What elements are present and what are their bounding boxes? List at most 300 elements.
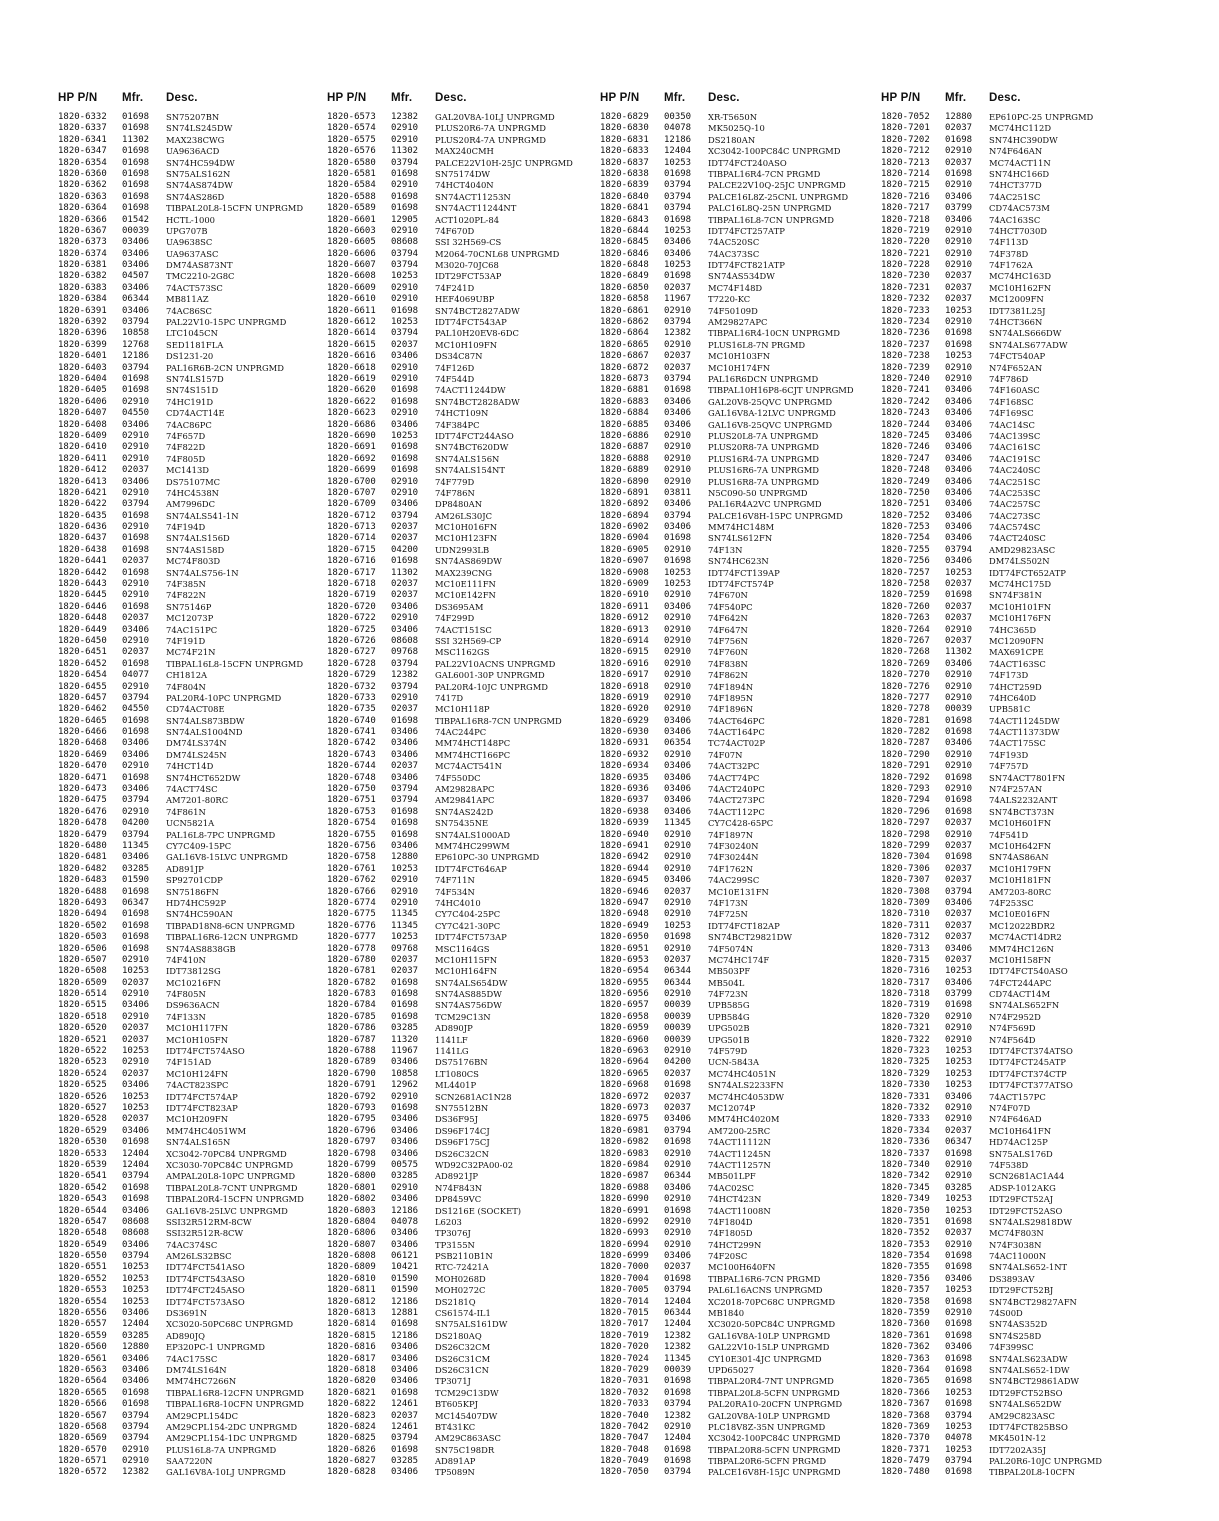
table-row	[600, 579, 872, 590]
part-number: 1820-6811	[327, 1285, 376, 1296]
part-number: 1820-7308	[881, 886, 930, 897]
manufacturer-code: 03406	[391, 1125, 419, 1136]
table-row	[327, 1023, 592, 1034]
part-description: SN74AS534DW	[708, 271, 775, 282]
part-number: 1820-7250	[881, 487, 930, 498]
part-description: XC3042-100PC84C UNPRGMD	[708, 1433, 841, 1444]
table-row	[600, 1126, 872, 1137]
table-row	[881, 215, 1141, 226]
table-row	[327, 636, 592, 647]
part-description: DS2181Q	[435, 1296, 476, 1307]
part-number: 1820-7337	[881, 1148, 930, 1159]
part-number: 1820-7311	[881, 920, 930, 931]
manufacturer-code: 03406	[664, 248, 692, 259]
part-number: 1820-6363	[58, 191, 107, 202]
part-description: TP3076J	[435, 1228, 471, 1239]
table-row	[327, 1354, 592, 1365]
part-description: 74F760N	[708, 647, 748, 658]
table-row	[600, 1308, 872, 1319]
table-row	[600, 1388, 872, 1399]
table-row	[327, 192, 592, 203]
manufacturer-code: 03406	[391, 1228, 419, 1239]
part-number: 1820-6481	[58, 852, 107, 863]
part-description: DP8459VC	[435, 1194, 482, 1205]
part-description: 74F779D	[435, 476, 475, 487]
part-number: 1820-6528	[58, 1114, 107, 1125]
manufacturer-code: 03794	[664, 1467, 692, 1478]
manufacturer-code: 03406	[122, 476, 150, 487]
manufacturer-code: 01698	[122, 544, 150, 555]
table-row	[58, 363, 320, 374]
part-number: 1820-7278	[881, 704, 930, 715]
table-row	[881, 180, 1141, 191]
part-number: 1820-6479	[58, 829, 107, 840]
part-number: 1820-6727	[327, 647, 376, 658]
part-number: 1820-6622	[327, 396, 376, 407]
manufacturer-code: 10253	[945, 1444, 973, 1455]
part-description: MC145407DW	[435, 1410, 498, 1421]
table-row	[600, 978, 872, 989]
part-description: SN74ALS165N	[166, 1137, 231, 1148]
table-row	[58, 1126, 320, 1137]
manufacturer-code: 12461	[391, 1421, 419, 1432]
part-description: SAA7220N	[166, 1456, 213, 1467]
part-description: DS1231-20	[166, 351, 214, 362]
manufacturer-code: 02910	[945, 1034, 973, 1045]
part-number: 1820-6623	[327, 408, 376, 419]
part-description: MAX240CMH	[435, 146, 494, 157]
manufacturer-code: 02910	[664, 897, 692, 908]
part-description: PAL16R4A2VC UNPRGMD	[708, 499, 822, 510]
manufacturer-code: 01698	[945, 1399, 973, 1410]
manufacturer-code: 02910	[122, 487, 150, 498]
part-number: 1820-6728	[327, 658, 376, 669]
table-row	[327, 761, 592, 772]
part-description: MC12009FN	[989, 294, 1044, 305]
part-number: 1820-6776	[327, 920, 376, 931]
manufacturer-code: 02910	[664, 1239, 692, 1250]
part-description: UPB584G	[708, 1011, 750, 1022]
manufacturer-code: 10253	[391, 271, 419, 282]
table-row	[600, 408, 872, 419]
part-description: MSC1162GS	[435, 647, 490, 658]
table-row	[327, 773, 592, 784]
part-description: 74F861N	[166, 806, 206, 817]
part-description: 74F378D	[989, 248, 1029, 259]
part-description: MC10E111FN	[435, 579, 496, 590]
table-row	[881, 955, 1141, 966]
part-description: 74F541D	[989, 829, 1029, 840]
part-description: MC74F803D	[166, 556, 221, 567]
table-row	[881, 1456, 1141, 1467]
part-number: 1820-6691	[327, 442, 376, 453]
part-description: EP610PC-30 UNPRGMD	[435, 852, 540, 863]
table-row	[327, 693, 592, 704]
table-row	[881, 795, 1141, 806]
part-description: 74F30244N	[708, 852, 759, 863]
part-description: MM74HC126N	[989, 943, 1054, 954]
part-description: SN74ALS154NT	[435, 465, 505, 476]
table-row	[881, 123, 1141, 134]
header-part-number: HP P/N	[58, 92, 98, 104]
manufacturer-code: 06344	[664, 1308, 692, 1319]
table-row	[58, 1354, 320, 1365]
table-row	[881, 1046, 1141, 1057]
part-description: TIBPAL16R8-10CFN UNPRGMD	[166, 1399, 304, 1410]
part-number: 1820-6799	[327, 1159, 376, 1170]
table-row	[600, 271, 872, 282]
part-description: DM74LS374N	[166, 738, 227, 749]
manufacturer-code: 02910	[122, 590, 150, 601]
part-description: 74F670D	[435, 225, 475, 236]
part-number: 1820-6864	[600, 328, 649, 339]
part-description: SN74AS158D	[166, 544, 225, 555]
part-description: IDT73812SG	[166, 966, 221, 977]
table-row	[58, 1319, 320, 1330]
table-row	[327, 750, 592, 761]
part-number: 1820-7246	[881, 442, 930, 453]
table-row	[600, 647, 872, 658]
table-row	[881, 864, 1141, 875]
part-number: 1820-7298	[881, 829, 930, 840]
manufacturer-code: 02037	[122, 465, 150, 476]
part-description: SN75435NE	[435, 818, 489, 829]
part-number: 1820-6620	[327, 385, 376, 396]
part-description: 74AC139SC	[989, 430, 1041, 441]
manufacturer-code: 12905	[391, 214, 419, 225]
part-description: LTC1045CN	[166, 328, 218, 339]
part-description: IDT74FCT377ATSO	[989, 1080, 1073, 1091]
manufacturer-code: 01698	[391, 191, 419, 202]
table-row	[327, 807, 592, 818]
table-row	[600, 306, 872, 317]
part-number: 1820-6522	[58, 1046, 107, 1057]
table-row	[600, 112, 872, 123]
part-description: PALCE16V8H-15PC UNPRGMD	[708, 510, 843, 521]
table-row	[58, 978, 320, 989]
part-description: 74F1762A	[989, 260, 1033, 271]
part-description: IDT74FCT541ASO	[166, 1262, 245, 1273]
part-description: 74F1896N	[708, 704, 754, 715]
part-number: 1820-7354	[881, 1251, 930, 1262]
part-number: 1820-7221	[881, 248, 930, 259]
part-description: TIBPAL16R4-7CN PRGMD	[708, 168, 821, 179]
table-row	[58, 1183, 320, 1194]
table-row	[58, 909, 320, 920]
table-row	[600, 135, 872, 146]
part-number: 1820-6848	[600, 260, 649, 271]
manufacturer-code: 03406	[391, 738, 419, 749]
part-description: 74ACT163SC	[989, 658, 1046, 669]
part-description: 74AC14SC	[989, 419, 1035, 430]
manufacturer-code: 02910	[664, 430, 692, 441]
part-number: 1820-7234	[881, 317, 930, 328]
part-number: 1820-6575	[327, 134, 376, 145]
table-row	[600, 1217, 872, 1228]
part-description: SN75174DW	[435, 168, 491, 179]
part-description: XC2018-70PC68C UNPRGMD	[708, 1296, 836, 1307]
manufacturer-code: 03406	[664, 396, 692, 407]
part-description: AM29C823ASC	[989, 1410, 1055, 1421]
part-number: 1820-6364	[58, 203, 107, 214]
part-number: 1820-6916	[600, 658, 649, 669]
part-description: UPB581C	[989, 704, 1031, 715]
part-number: 1820-6566	[58, 1399, 107, 1410]
manufacturer-code: 02910	[391, 180, 419, 191]
manufacturer-code: 02910	[945, 829, 973, 840]
table-row	[58, 1285, 320, 1296]
table-row	[58, 1331, 320, 1342]
part-number: 1820-6762	[327, 875, 376, 886]
manufacturer-code: 02910	[391, 875, 419, 886]
table-row	[600, 1342, 872, 1353]
part-description: 74F50109D	[708, 305, 758, 316]
manufacturer-code: 03794	[122, 1410, 150, 1421]
part-description: 74ACT11244DW	[435, 385, 506, 396]
part-number: 1820-6700	[327, 476, 376, 487]
table-row	[327, 556, 592, 567]
part-description: 1141LG	[435, 1046, 469, 1057]
table-row	[327, 1376, 592, 1387]
table-row	[881, 271, 1141, 282]
part-description: MC74HC163D	[989, 271, 1052, 282]
part-description: IDT74FCT257ATP	[708, 225, 785, 236]
part-number: 1820-7334	[881, 1125, 930, 1136]
part-description: IDT74FCT573ASO	[166, 1296, 245, 1307]
part-description: DS9636ACN	[166, 1000, 220, 1011]
table-row	[881, 1194, 1141, 1205]
part-number: 1820-6533	[58, 1148, 107, 1159]
manufacturer-code: 03406	[391, 1376, 419, 1387]
table-row	[881, 693, 1141, 704]
part-description: TP5089N	[435, 1467, 475, 1478]
part-description: 74FCT244APC	[989, 977, 1052, 988]
table-row	[327, 989, 592, 1000]
part-number: 1820-7356	[881, 1273, 930, 1284]
part-description: MC10H118P	[435, 704, 490, 715]
part-description: UCN5821A	[166, 818, 215, 829]
part-description: MC10H641FN	[989, 1125, 1052, 1136]
table-row	[600, 1069, 872, 1080]
manufacturer-code: 03406	[391, 1194, 419, 1205]
part-description: N74F257AN	[989, 784, 1043, 795]
part-number: 1820-6850	[600, 282, 649, 293]
part-number: 1820-6526	[58, 1091, 107, 1102]
manufacturer-code: 02910	[122, 1057, 150, 1068]
part-number: 1820-6793	[327, 1102, 376, 1113]
manufacturer-code: 03406	[664, 408, 692, 419]
part-number: 1820-6766	[327, 886, 376, 897]
manufacturer-code: 03794	[391, 248, 419, 259]
part-description: N74F2952D	[989, 1011, 1041, 1022]
table-row	[600, 1376, 872, 1387]
part-description: CY7C428-65PC	[708, 818, 774, 829]
part-number: 1820-6801	[327, 1182, 376, 1193]
table-row	[327, 226, 592, 237]
part-number: 1820-7268	[881, 647, 930, 658]
manufacturer-code: 06344	[664, 977, 692, 988]
part-number: 1820-7270	[881, 670, 930, 681]
part-description: MC74ACT11N	[989, 157, 1051, 168]
manufacturer-code: 01590	[122, 875, 150, 886]
manufacturer-code: 02037	[391, 1410, 419, 1421]
manufacturer-code: 02037	[945, 1125, 973, 1136]
table-row	[58, 898, 320, 909]
manufacturer-code: 00575	[391, 1159, 419, 1170]
table-row	[600, 613, 872, 624]
manufacturer-code: 02037	[122, 1114, 150, 1125]
part-description: 74AC244PC	[435, 727, 487, 738]
manufacturer-code: 01698	[664, 1205, 692, 1216]
manufacturer-code: 03794	[391, 260, 419, 271]
manufacturer-code: 02910	[945, 681, 973, 692]
manufacturer-code: 03406	[945, 658, 973, 669]
table-row	[58, 192, 320, 203]
table-row	[58, 1422, 320, 1433]
table-row	[58, 1467, 320, 1478]
table-row	[881, 1183, 1141, 1194]
part-number: 1820-6410	[58, 442, 107, 453]
part-description: SN74HC166D	[989, 168, 1050, 179]
part-number: 1820-6404	[58, 373, 107, 384]
table-row	[327, 1228, 592, 1239]
part-description: DS3695AM	[435, 601, 484, 612]
part-number: 1820-6784	[327, 1000, 376, 1011]
table-row	[881, 1274, 1141, 1285]
manufacturer-code: 03406	[945, 1273, 973, 1284]
table-row	[327, 1262, 592, 1273]
manufacturer-code: 02910	[391, 408, 419, 419]
table-row	[327, 203, 592, 214]
table-row	[58, 1342, 320, 1353]
part-description: 74AC257SC	[989, 499, 1041, 510]
part-number: 1820-6373	[58, 237, 107, 248]
table-row	[327, 602, 592, 613]
table-row	[600, 1456, 872, 1467]
part-number: 1820-6783	[327, 989, 376, 1000]
part-number: 1820-6958	[600, 1011, 649, 1022]
table-row	[600, 682, 872, 693]
table-row	[327, 875, 592, 886]
manufacturer-code: 02910	[391, 692, 419, 703]
manufacturer-code: 03406	[945, 191, 973, 202]
part-number: 1820-6542	[58, 1182, 107, 1193]
part-number: 1820-7263	[881, 613, 930, 624]
manufacturer-code: 01698	[122, 146, 150, 157]
part-description: IDT74FCT573AP	[435, 932, 507, 943]
table-row	[327, 795, 592, 806]
manufacturer-code: 03794	[945, 544, 973, 555]
manufacturer-code: 01698	[391, 203, 419, 214]
part-number: 1820-6994	[600, 1239, 649, 1250]
table-row	[600, 1206, 872, 1217]
part-number: 1820-6525	[58, 1080, 107, 1091]
manufacturer-code: 11302	[391, 146, 419, 157]
manufacturer-code: 03406	[664, 1182, 692, 1193]
part-number: 1820-6567	[58, 1410, 107, 1421]
table-row	[881, 750, 1141, 761]
manufacturer-code: 01698	[122, 1399, 150, 1410]
part-description: MC10H158FN	[989, 954, 1052, 965]
manufacturer-code: 01698	[664, 1080, 692, 1091]
table-row	[58, 340, 320, 351]
part-description: TIBPAL16R8-12CFN UNPRGMD	[166, 1387, 304, 1398]
part-description: 74HC365D	[989, 624, 1037, 635]
table-row	[881, 738, 1141, 749]
manufacturer-code: 02910	[664, 670, 692, 681]
manufacturer-code: 01698	[664, 271, 692, 282]
table-row	[58, 249, 320, 260]
part-number: 1820-6524	[58, 1068, 107, 1079]
part-description: PAL20R6-10JC UNPRGMD	[989, 1456, 1102, 1467]
part-number: 1820-6982	[600, 1137, 649, 1148]
part-description: IDT74FCT543AP	[435, 317, 507, 328]
part-description: SN74AS756DW	[435, 1000, 502, 1011]
table-row	[600, 1149, 872, 1160]
part-description: SN75146P	[166, 601, 212, 612]
manufacturer-code: 02910	[122, 761, 150, 772]
manufacturer-code: 03794	[945, 1410, 973, 1421]
part-description: SN74LS612FN	[708, 533, 773, 544]
manufacturer-code: 00039	[664, 1034, 692, 1045]
part-number: 1820-6502	[58, 920, 107, 931]
part-description: MM74HC7266N	[166, 1376, 237, 1387]
part-description: 74F173N	[708, 897, 748, 908]
part-description: MC10H181FN	[989, 875, 1052, 886]
part-description: CD74ACT14M	[989, 989, 1051, 1000]
part-number: 1820-6940	[600, 829, 649, 840]
manufacturer-code: 11302	[391, 567, 419, 578]
manufacturer-code: 08608	[391, 237, 419, 248]
table-row	[600, 1365, 872, 1376]
manufacturer-code: 01698	[122, 157, 150, 168]
part-number: 1820-7031	[600, 1376, 649, 1387]
part-number: 1820-6968	[600, 1080, 649, 1091]
part-description: AM29CPL154-2DC UNPRGMD	[166, 1421, 298, 1432]
table-row	[600, 1240, 872, 1251]
manufacturer-code: 02037	[122, 1068, 150, 1079]
part-description: SSI 32H569-CS	[435, 237, 502, 248]
part-description: AM7996DC	[166, 499, 216, 510]
part-number: 1820-6508	[58, 966, 107, 977]
manufacturer-code: 12186	[391, 1330, 419, 1341]
part-number: 1820-6936	[600, 784, 649, 795]
part-number: 1820-6341	[58, 134, 107, 145]
part-number: 1820-6931	[600, 738, 649, 749]
table-row	[881, 306, 1141, 317]
part-number: 1820-6332	[58, 112, 107, 122]
manufacturer-code: 02910	[945, 1159, 973, 1170]
table-row	[58, 1057, 320, 1068]
manufacturer-code: 03406	[945, 977, 973, 988]
part-description: 74F804N	[166, 681, 206, 692]
part-number: 1820-6838	[600, 168, 649, 179]
table-row	[881, 898, 1141, 909]
part-description: DM74LS502N	[989, 556, 1050, 567]
part-number: 1820-6810	[327, 1273, 376, 1284]
manufacturer-code: 10253	[122, 1296, 150, 1307]
table-row	[881, 818, 1141, 829]
part-number: 1820-6744	[327, 761, 376, 772]
part-number: 1820-6605	[327, 237, 376, 248]
part-description: SN74ACT7801FN	[989, 772, 1066, 783]
part-description: PAL20R4-10JC UNPRGMD	[435, 681, 548, 692]
table-row	[600, 1445, 872, 1456]
part-number: 1820-6917	[600, 670, 649, 681]
manufacturer-code: 06347	[122, 897, 150, 908]
manufacturer-code: 02037	[945, 635, 973, 646]
header-description: Desc.	[708, 92, 740, 104]
